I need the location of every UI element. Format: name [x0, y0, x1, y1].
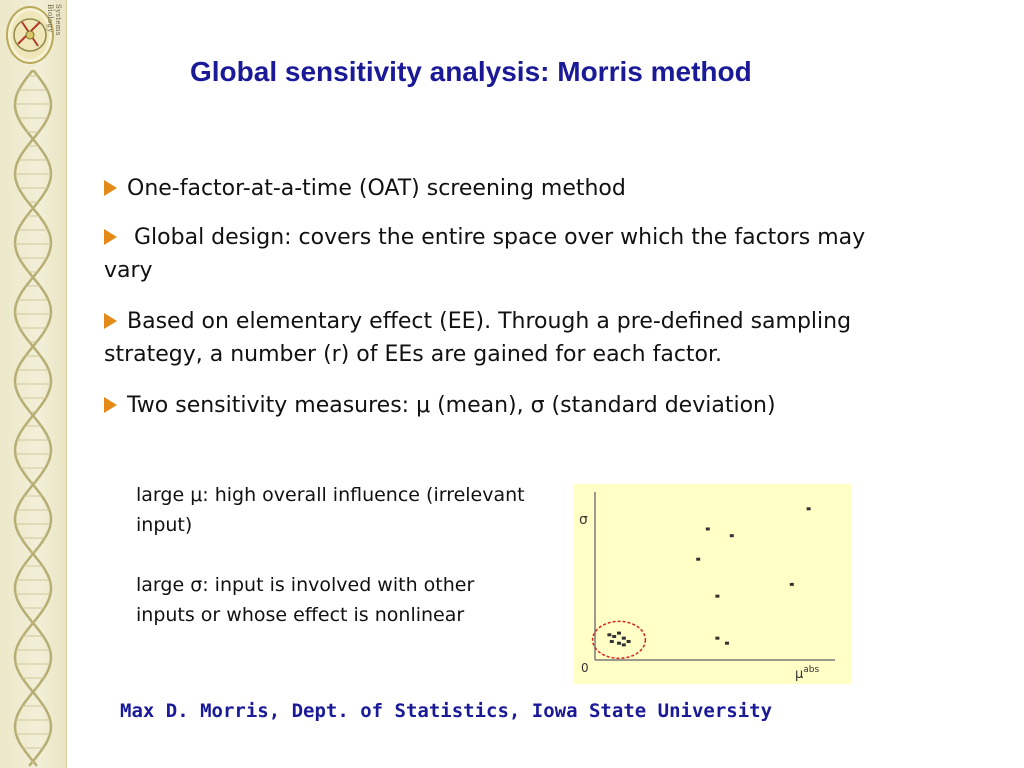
bullet-item: [104, 305, 914, 371]
scatter-point: [790, 583, 794, 586]
bullet-item: [104, 221, 914, 287]
scatter-point: [617, 632, 621, 635]
scatter-svg: [573, 484, 851, 684]
bullet-text: One-factor-at-a-time (OAT) screening method: [127, 176, 626, 201]
scatter-point: [622, 643, 626, 646]
note-large-mu: large μ: high overall influence (irrelevant input): [136, 484, 525, 536]
bullet-text: Two sensitivity measures: μ (mean), σ (standard deviation): [127, 393, 776, 418]
morris-scatter-plot: [573, 484, 851, 684]
scatter-point: [715, 637, 719, 640]
scatter-point: [622, 637, 626, 640]
note-large-sigma: large σ: input is involved with other inputs or whose effect is nonlinear: [136, 574, 475, 626]
scatter-point: [696, 558, 700, 561]
bullet-list: [104, 172, 914, 440]
bullet-item: [104, 172, 914, 205]
scatter-point: [610, 640, 614, 643]
scatter-point: [612, 635, 616, 638]
bullet-item: [104, 389, 914, 422]
arrow-bullet-icon: [104, 229, 117, 245]
scatter-point: [715, 595, 719, 598]
arrow-bullet-icon: [104, 397, 117, 413]
scatter-point: [730, 534, 734, 537]
slide-title: Global sensitivity analysis: Morris method: [190, 56, 752, 87]
arrow-bullet-icon: [104, 313, 117, 329]
highlight-circle: [593, 621, 646, 658]
arrow-bullet-icon: [104, 180, 117, 196]
logo-caption: Systems Biology: [46, 4, 62, 36]
dna-helix-decoration: [0, 70, 66, 768]
scatter-point: [706, 527, 710, 530]
citation-footer: Max D. Morris, Dept. of Statistics, Iowa State University: [120, 700, 773, 722]
decorative-sidebar: [0, 0, 67, 768]
scatter-point: [807, 507, 811, 510]
scatter-point: [725, 642, 729, 645]
scatter-point: [627, 640, 631, 643]
notes-block: [136, 480, 526, 660]
y-axis-label: σ: [579, 512, 588, 528]
bullet-text: Global design: covers the entire space over which the factors may vary: [104, 225, 866, 283]
origin-label: 0: [581, 661, 589, 675]
bullet-text: Based on elementary effect (EE). Through a pre-defined sampling strategy, a number (r) of EEs are gained for each factor.: [104, 309, 852, 367]
scatter-point: [607, 633, 611, 636]
x-axis-label: $\mu^{abs}$: [795, 665, 820, 682]
scatter-point: [617, 642, 621, 645]
